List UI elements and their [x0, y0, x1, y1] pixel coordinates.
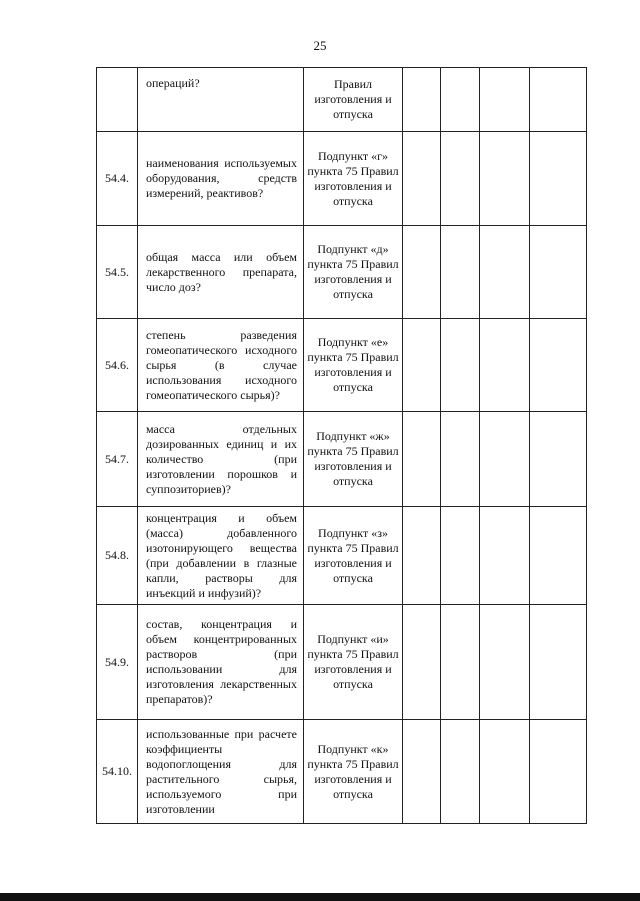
- answer-no-cell[interactable]: [441, 720, 480, 824]
- answer-yes-cell[interactable]: [403, 605, 441, 720]
- page-number: 25: [313, 38, 327, 53]
- answer-yes-cell[interactable]: [403, 132, 441, 226]
- answer-yes-cell[interactable]: [403, 68, 441, 132]
- table-row: [97, 412, 587, 507]
- answer-no-cell[interactable]: [441, 605, 480, 720]
- legal-reference: Подпункт «е» пункта 75 Правил изготовления и отпуска: [304, 319, 403, 412]
- item-number: 54.8.: [97, 507, 138, 605]
- legal-reference: Подпункт «к» пункта 75 Правил изготовления и отпуска: [304, 720, 403, 824]
- question-text: общая масса или объем лекарственного препарата, число доз?: [138, 226, 304, 319]
- answer-yes-cell[interactable]: [403, 507, 441, 605]
- comment-cell[interactable]: [530, 605, 587, 720]
- legal-reference: Подпункт «г» пункта 75 Правил изготовления и отпуска: [304, 132, 403, 226]
- table-row: [97, 605, 587, 720]
- item-number: 54.9.: [97, 605, 138, 720]
- not-applicable-cell[interactable]: [480, 720, 530, 824]
- question-text: концентрация и объем (масса) добавленного изотонирующего вещества (при добавлении в глазные капли, растворы для инъекций и инфузий)?: [138, 507, 304, 605]
- not-applicable-cell[interactable]: [480, 412, 530, 507]
- answer-yes-cell[interactable]: [403, 412, 441, 507]
- question-text: операций?: [138, 68, 304, 132]
- question-text: степень разведения гомеопатического исходного сырья (в случае использования исходного гомеопатического сырья)?: [138, 319, 304, 412]
- comment-cell[interactable]: [530, 507, 587, 605]
- item-number: 54.7.: [97, 412, 138, 507]
- table-row: [97, 319, 587, 412]
- item-number: 54.5.: [97, 226, 138, 319]
- item-number: 54.4.: [97, 132, 138, 226]
- answer-yes-cell[interactable]: [403, 319, 441, 412]
- table-row: [97, 720, 587, 824]
- question-text: масса отдельных дозированных единиц и их количество (при изготовлении порошков и суппозиториев)?: [138, 412, 304, 507]
- checklist-table: [96, 67, 587, 824]
- comment-cell[interactable]: [530, 226, 587, 319]
- legal-reference: Подпункт «и» пункта 75 Правил изготовления и отпуска: [304, 605, 403, 720]
- not-applicable-cell[interactable]: [480, 132, 530, 226]
- comment-cell[interactable]: [530, 319, 587, 412]
- question-text: использованные при расчете коэффициенты водопоглощения для растительного сырья, используемого при изготовлении: [138, 720, 304, 824]
- scan-edge: [0, 893, 640, 901]
- question-text: наименования используемых оборудования, средств измерений, реактивов?: [138, 132, 304, 226]
- table-row: [97, 226, 587, 319]
- legal-reference: Правил изготовления и отпуска: [304, 68, 403, 132]
- not-applicable-cell[interactable]: [480, 226, 530, 319]
- table-row: [97, 132, 587, 226]
- comment-cell[interactable]: [530, 720, 587, 824]
- answer-no-cell[interactable]: [441, 507, 480, 605]
- comment-cell[interactable]: [530, 68, 587, 132]
- answer-no-cell[interactable]: [441, 132, 480, 226]
- comment-cell[interactable]: [530, 132, 587, 226]
- legal-reference: Подпункт «з» пункта 75 Правил изготовления и отпуска: [304, 507, 403, 605]
- table-row: [97, 68, 587, 132]
- item-number: 54.10.: [97, 720, 138, 824]
- not-applicable-cell[interactable]: [480, 319, 530, 412]
- question-text: состав, концентрация и объем концентрированных растворов (при использовании для изготовления лекарственных препаратов)?: [138, 605, 304, 720]
- item-number: [97, 68, 138, 132]
- legal-reference: Подпункт «ж» пункта 75 Правил изготовления и отпуска: [304, 412, 403, 507]
- legal-reference: Подпункт «д» пункта 75 Правил изготовления и отпуска: [304, 226, 403, 319]
- answer-yes-cell[interactable]: [403, 226, 441, 319]
- answer-no-cell[interactable]: [441, 226, 480, 319]
- not-applicable-cell[interactable]: [480, 605, 530, 720]
- not-applicable-cell[interactable]: [480, 68, 530, 132]
- answer-no-cell[interactable]: [441, 68, 480, 132]
- answer-no-cell[interactable]: [441, 319, 480, 412]
- answer-no-cell[interactable]: [441, 412, 480, 507]
- not-applicable-cell[interactable]: [480, 507, 530, 605]
- comment-cell[interactable]: [530, 412, 587, 507]
- table-row: [97, 507, 587, 605]
- answer-yes-cell[interactable]: [403, 720, 441, 824]
- item-number: 54.6.: [97, 319, 138, 412]
